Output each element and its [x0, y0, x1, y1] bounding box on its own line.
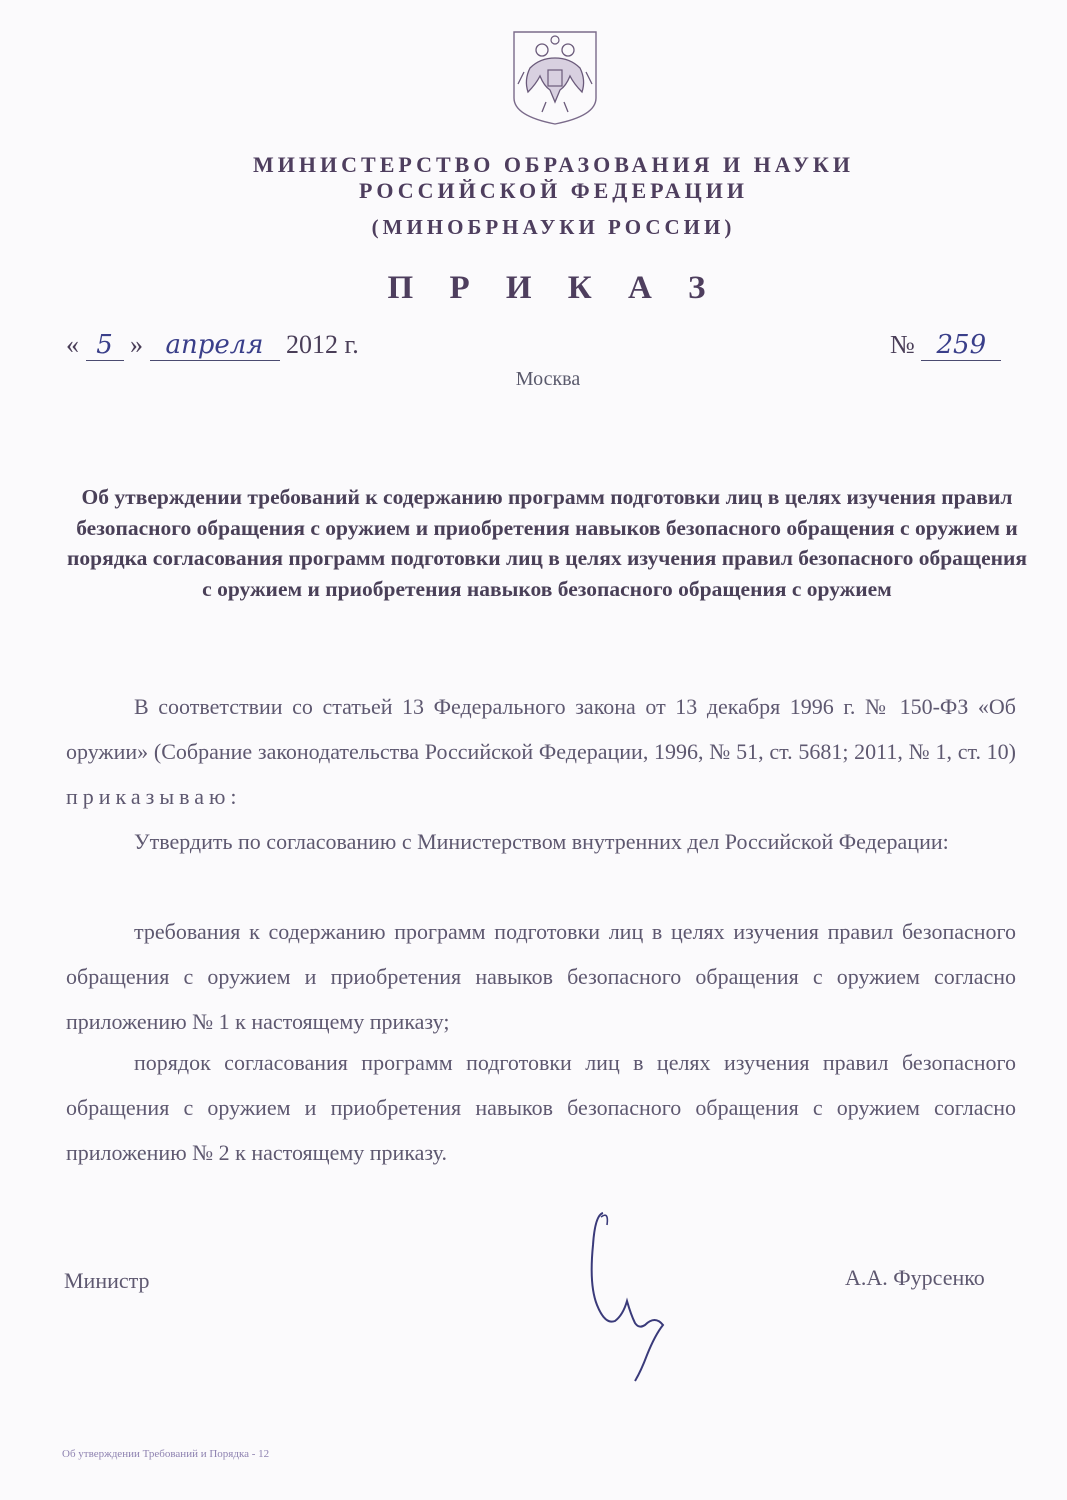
order-date	[66, 330, 359, 361]
approve-paragraph	[66, 819, 1016, 864]
ministry-name-line1: МИНИСТЕРСТВО ОБРАЗОВАНИЯ И НАУКИ	[253, 152, 854, 177]
order-number	[890, 330, 1001, 361]
order-word: приказываю:	[66, 784, 242, 809]
date-day: 5	[86, 330, 124, 361]
approve-text: Утвердить по согласованию с Министерством внутренних дел Российской Федерации:	[134, 829, 949, 854]
preamble-text: В соответствии со статьей 13 Федерального закона от 13 декабря 1996 г. № 150-ФЗ «Об оружии» (Собрание законодательства Российской Федерации, 1996, № 51, ст. 5681; 2011, № 1, ст. 10)	[66, 694, 1016, 764]
item1-text: требования к содержанию программ подготовки лиц в целях изучения правил безопасного обращения с оружием и приобретения навыков безопасного обращения с оружием согласно приложению № 1 к настоящему приказу;	[66, 919, 1016, 1034]
ministry-short-name: (МИНОБРНАУКИ РОССИИ)	[371, 215, 736, 239]
date-month: апреля	[150, 330, 280, 361]
number-value: 259	[921, 330, 1001, 361]
item1-paragraph	[66, 909, 1016, 1044]
preamble-paragraph	[66, 684, 1016, 819]
item2-text: порядок согласования программ подготовки лиц в целях изучения правил безопасного обращения с оружием и приобретения навыков безопасного обращения с оружием согласно приложению № 2 к настоящему приказу.	[66, 1050, 1016, 1165]
date-close-quote: »	[130, 330, 143, 359]
number-prefix: №	[890, 330, 915, 359]
item2-paragraph	[66, 1040, 1016, 1175]
date-open-quote: «	[66, 330, 79, 359]
order-subject: Об утверждении требований к содержанию программ подготовки лиц в целях изучения правил безопасного обращения с оружием и приобретения навыков безопасного обращения с оружием и порядка согласования программ подготовки лиц в целях изучения правил безопасного обращения с оружием и приобретения навыков безопасного обращения с оружием	[66, 485, 1028, 601]
date-year: 2012 г.	[286, 330, 359, 359]
city: Москва	[515, 368, 581, 390]
footer-note: Об утверждении Требований и Порядка - 12	[62, 1448, 270, 1460]
handwritten-signature	[575, 1205, 685, 1385]
signer-position: Министр	[64, 1268, 150, 1293]
document-type-title: П Р И К А З	[387, 270, 720, 306]
coat-of-arms-icon	[510, 28, 600, 126]
ministry-name-line2: РОССИЙСКОЙ ФЕДЕРАЦИИ	[359, 178, 748, 203]
signer-name: А.А. Фурсенко	[845, 1265, 985, 1290]
